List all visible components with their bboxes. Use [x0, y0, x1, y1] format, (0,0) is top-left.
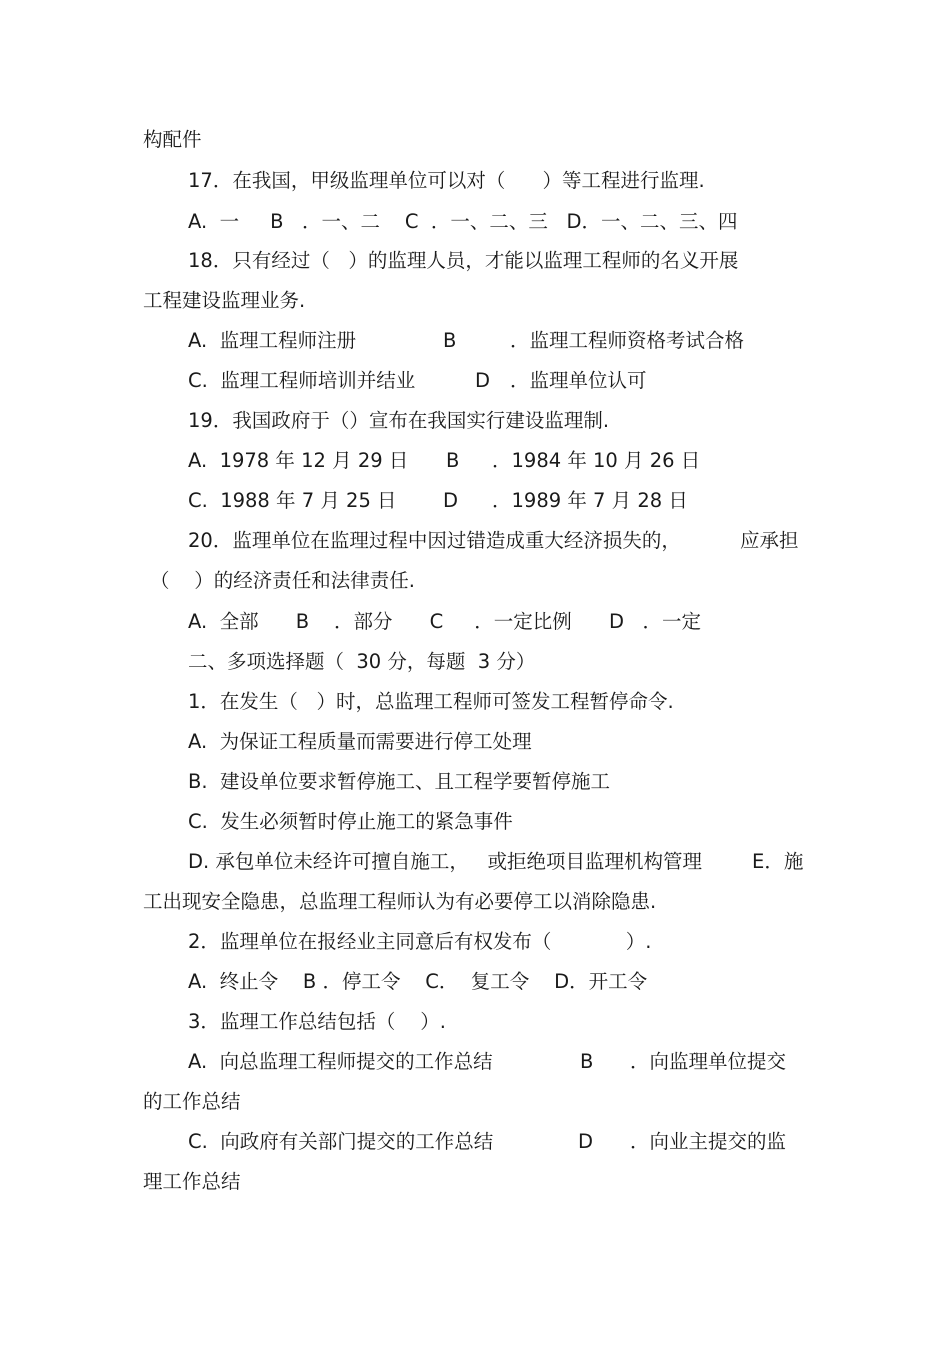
- mc-question-1-option-e-continuation: 工出现安全隐患，总监理工程师认为有必要停工以消除隐患.: [143, 890, 657, 913]
- mc-question-2: 2．监理单位在报经业主同意后有权发布（ ）.: [188, 930, 652, 953]
- question-19-option-a: A. 1978 年 12 月 29 日: [188, 449, 409, 472]
- question-19-option-b-letter: B: [446, 449, 460, 472]
- mc-question-1-option-c: C. 发生必须暂时停止施工的紧急事件: [188, 810, 513, 833]
- question-18-option-d-text: ．监理单位认可: [510, 369, 647, 392]
- mc-question-3: 3．监理工作总结包括（ ）.: [188, 1010, 446, 1033]
- mc-question-3-option-d-continuation: 理工作总结: [143, 1170, 241, 1193]
- mc-question-2-options: A. 终止令 B ．停工令 C． 复工令 D．开工令: [188, 970, 648, 993]
- mc-question-3-option-c: C. 向政府有关部门提交的工作总结: [188, 1130, 494, 1153]
- question-18: 18．只有经过（ ）的监理人员，才能以监理工程师的名义开展: [188, 249, 739, 272]
- question-18-continuation: 工程建设监理业务.: [143, 289, 306, 312]
- question-19-option-d-letter: D: [443, 489, 459, 512]
- mc-question-1-option-d: D. 承包单位未经许可擅自施工， 或拒绝项目监理机构管理: [188, 850, 703, 873]
- mc-question-3-option-b-letter: B: [580, 1050, 594, 1073]
- mc-question-1-option-b: B. 建设单位要求暂停施工、且工程学要暂停施工: [188, 770, 610, 793]
- text-line-continuation: 构配件: [143, 128, 202, 151]
- mc-question-3-option-b-text: ．向监理单位提交: [630, 1050, 787, 1073]
- question-18-option-d-letter: D: [475, 369, 491, 392]
- mc-question-1-option-e: E．施: [752, 850, 804, 873]
- question-19-option-c: C. 1988 年 7 月 25 日: [188, 489, 397, 512]
- question-19-option-b-text: ．1984 年 10 月 26 日: [492, 449, 701, 472]
- question-20-tail: 应承担: [740, 529, 799, 552]
- question-18-option-c: C. 监理工程师培训并结业: [188, 369, 416, 392]
- section-heading-multiple-choice: 二、多项选择题（ 30 分，每题 3 分）: [188, 650, 536, 673]
- mc-question-3-option-b-continuation: 的工作总结: [143, 1090, 241, 1113]
- question-20-continuation: （ ）的经济责任和法律责任.: [150, 569, 415, 592]
- question-18-option-b-letter: B: [443, 329, 457, 352]
- question-17-options: A. 一 B ．一、二 C ．一、二、三 D．一、二、三、四: [188, 210, 738, 233]
- mc-question-3-option-d-text: ．向业主提交的监: [630, 1130, 787, 1153]
- question-19: 19．我国政府于（）宣布在我国实行建设监理制.: [188, 409, 610, 432]
- question-18-option-a: A. 监理工程师注册: [188, 329, 357, 352]
- question-17: 17．在我国，甲级监理单位可以对（ ）等工程进行监理.: [188, 169, 705, 192]
- mc-question-3-option-d-letter: D: [578, 1130, 594, 1153]
- mc-question-1: 1．在发生（ ）时，总监理工程师可签发工程暂停命令.: [188, 690, 674, 713]
- question-20-options: A. 全部 B ．部分 C ．一定比例 D ．一定: [188, 610, 702, 633]
- question-18-option-b-text: ．监理工程师资格考试合格: [510, 329, 745, 352]
- question-20: 20．监理单位在监理过程中因过错造成重大经济损失的，: [188, 529, 681, 552]
- mc-question-1-option-a: A. 为保证工程质量而需要进行停工处理: [188, 730, 532, 753]
- mc-question-3-option-a: A. 向总监理工程师提交的工作总结: [188, 1050, 493, 1073]
- question-19-option-d-text: ．1989 年 7 月 28 日: [492, 489, 688, 512]
